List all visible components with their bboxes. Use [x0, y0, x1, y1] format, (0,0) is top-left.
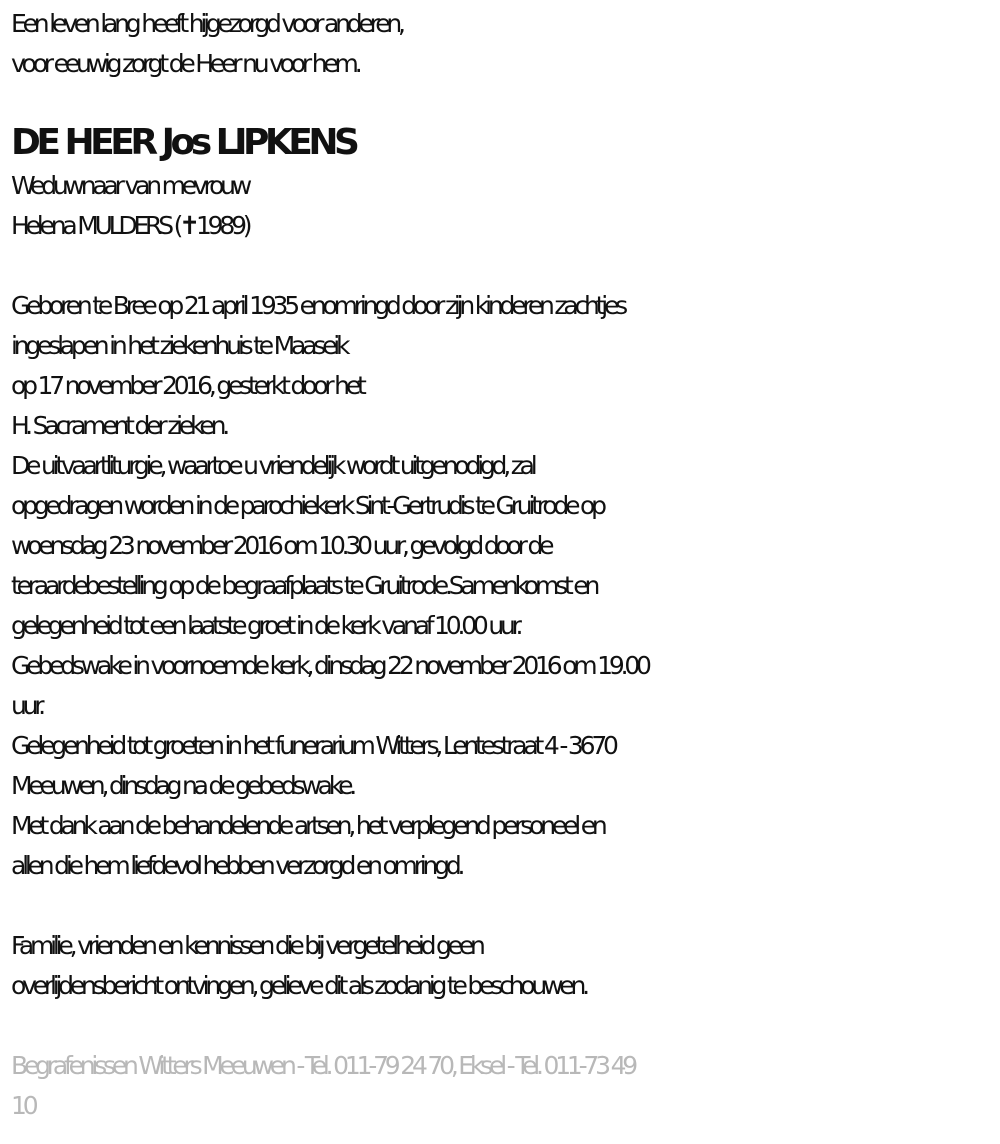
verse-block: [11, 4, 991, 84]
spacer: [11, 886, 991, 926]
body-line: Met dank aan de behandelende artsen, het verplegend personeel en: [11, 811, 604, 840]
body-text: [11, 286, 991, 886]
body-line: teraardebestelling op de begraafplaats te Gruitrode.Samenkomst en: [11, 571, 597, 600]
body-line: Meeuwen, dinsdag na de gebedswake.: [11, 771, 354, 800]
body-line: Gelegenheid tot groeten in het funerarium Witters, Lentestraat 4 - 3670: [11, 731, 615, 760]
body-line: gelegenheid tot een laatste groet in de kerk vanaf 10.00 uur.: [11, 611, 520, 640]
body-line: op 17 november 2016, gesterkt door het: [11, 371, 363, 400]
footer-line: 10: [11, 1091, 35, 1120]
relation-block: [11, 166, 991, 246]
body-line: uur.: [11, 691, 42, 720]
notice-block: [11, 926, 991, 1006]
body-line: woensdag 23 november 2016 om 10.30 uur, gevolgd door de: [11, 531, 551, 560]
obituary-document: [11, 4, 991, 1126]
footer-line: Begrafenissen Witters Meeuwen - Tel. 011-79 24 70, Eksel - Tel. 011-73 49: [11, 1051, 635, 1080]
body-line: De uitvaartliturgie, waartoe u vriendelijk wordt uitgenodigd, zal: [11, 451, 534, 480]
spacer: [11, 1006, 991, 1046]
funeral-home-footer: [11, 1046, 991, 1126]
relation-line: Helena MULDERS (✝1989): [11, 211, 249, 240]
notice-line: overlijdensbericht ontvingen, gelieve dit als zodanig te beschouwen.: [11, 971, 586, 1000]
relation-line: Weduwnaar van mevrouw: [11, 171, 249, 200]
verse-line: Een leven lang heeft hijgezorgd voor anderen,: [11, 9, 402, 38]
body-line: allen die hem liefdevol hebben verzorgd en omringd.: [11, 851, 462, 880]
body-line: H. Sacrament der zieken.: [11, 411, 226, 440]
spacer: [11, 246, 991, 286]
notice-line: Familie, vrienden en kennissen die bij vergetelheid geen: [11, 931, 482, 960]
body-line: opgedragen worden in de parochiekerk Sint-Gertrudis te Gruitrode op: [11, 491, 603, 520]
body-line: Gebedswake in voornoemde kerk, dinsdag 22 november 2016 om 19.00: [11, 651, 648, 680]
deceased-name: DE HEER Jos LIPKENS: [11, 122, 356, 163]
body-line: Geboren te Bree op 21 april 1935 enomringd door zijn kinderen zachtjes: [11, 291, 625, 320]
body-line: ingeslapen in het ziekenhuis te Maaseik: [11, 331, 347, 360]
verse-line: voor eeuwig zorgt de Heer nu voor hem.: [11, 49, 359, 78]
